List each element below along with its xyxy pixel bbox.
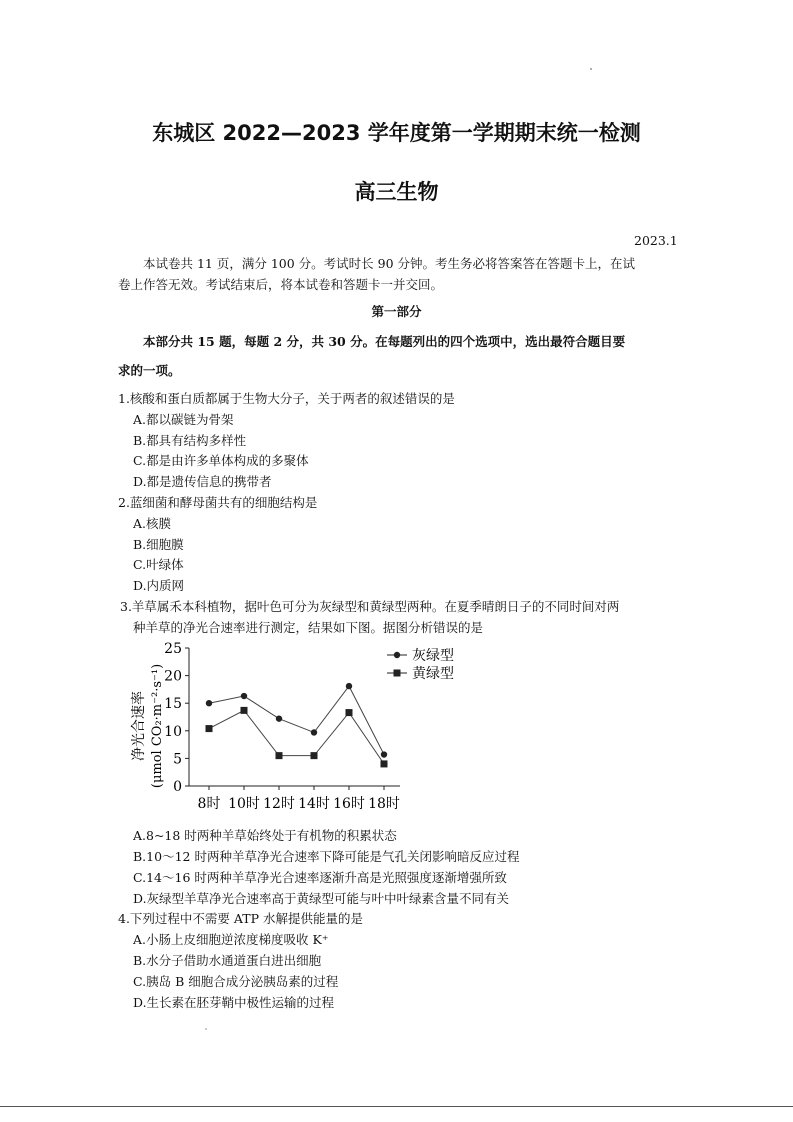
y-tick-label: 20 <box>164 668 182 685</box>
question-1-option-b: B.都具有结构多样性 <box>133 433 247 448</box>
data-point-square <box>346 709 353 716</box>
legend <box>387 647 454 682</box>
question-2-option-d: D.内质网 <box>133 578 185 593</box>
data-point-circle <box>381 751 387 757</box>
section-title: 第一部分 <box>371 304 422 319</box>
x-tick-label: 18时 <box>368 796 400 812</box>
question-2-stem: 2.蓝细菌和酵母菌共有的细胞结构是 <box>118 495 318 510</box>
series-line-1 <box>209 686 384 754</box>
legend-label-yellow-green: 黄绿型 <box>412 666 454 682</box>
question-3-option-a: A.8~18 时两种羊草始终处于有机物的积累状态 <box>133 828 397 843</box>
series-line-2 <box>209 710 384 764</box>
question-1-option-a: A.都以碳链为骨架 <box>133 412 234 427</box>
question-3-option-d: D.灰绿型羊草净光合速率高于黄绿型可能与叶中叶绿素含量不同有关 <box>133 891 510 906</box>
section-instructions-2: 求的一项。 <box>118 363 181 378</box>
intro-line-1: 本试卷共 11 页，满分 100 分。考试时长 90 分钟。考生务必将答案答在答题卡上，在试 <box>143 256 636 271</box>
legend-item-yellow-green <box>387 665 454 682</box>
speck <box>590 68 592 70</box>
x-ticks <box>198 786 400 812</box>
legend-marker-square <box>394 670 401 677</box>
speck <box>205 1028 207 1030</box>
x-tick-label: 14时 <box>298 796 330 812</box>
exam-title: 东城区 2022—2023 学年度第一学期期末统一检测 <box>152 121 641 145</box>
question-4-option-c: C.胰岛 B 细胞合成分泌胰岛素的过程 <box>133 974 339 989</box>
axes <box>189 648 400 786</box>
legend-marker-circle <box>394 652 400 658</box>
data-point-circle <box>276 715 282 721</box>
question-2-option-b: B.细胞膜 <box>133 537 184 552</box>
y-axis-label-line-2: (μmol CO₂·m⁻²·s⁻¹) <box>150 663 165 789</box>
y-axis-label <box>130 664 165 788</box>
x-tick-label: 8时 <box>197 796 221 812</box>
data-point-circle <box>346 683 352 689</box>
question-1-stem: 1.核酸和蛋白质都属于生物大分子，关于两者的叙述错误的是 <box>118 391 455 406</box>
intro-line-2: 卷上作答无效。考试结束后，将本试卷和答题卡一并交回。 <box>118 277 444 292</box>
question-4-option-b: B.水分子借助水通道蛋白进出细胞 <box>133 953 322 968</box>
exam-date: 2023.1 <box>634 233 678 248</box>
series-lines <box>209 686 384 764</box>
subject-title: 高三生物 <box>354 180 439 204</box>
data-point-square <box>311 752 318 759</box>
question-2-option-c: C.叶绿体 <box>133 557 184 572</box>
x-tick-label: 16时 <box>333 796 365 812</box>
question-1-option-d: D.都是遗传信息的携带者 <box>133 474 272 489</box>
y-tick-label: 25 <box>164 641 182 657</box>
x-tick-label: 12时 <box>263 796 295 812</box>
data-point-square <box>241 707 248 714</box>
x-tick-label: 10时 <box>228 796 260 812</box>
data-point-circle <box>206 700 212 706</box>
question-3-option-b: B.10～12 时两种羊草净光合速率下降可能是气孔关闭影响暗反应过程 <box>133 849 520 864</box>
y-axis-label-line-1: 净光合速率 <box>131 691 147 761</box>
question-4-option-a: A.小肠上皮细胞逆浓度梯度吸收 K⁺ <box>133 932 329 947</box>
data-point-circle <box>241 693 247 699</box>
page-bottom-rule <box>0 1106 793 1107</box>
data-point-square <box>381 760 388 767</box>
question-3-stem-1: 3.羊草属禾本科植物，据叶色可分为灰绿型和黄绿型两种。在夏季晴朗日子的不同时间对两 <box>120 599 620 614</box>
photosynthesis-rate-chart <box>125 638 485 818</box>
y-ticks <box>164 641 189 795</box>
legend-label-gray-green: 灰绿型 <box>412 648 454 664</box>
y-tick-label: 5 <box>173 751 182 768</box>
y-tick-label: 10 <box>164 723 182 740</box>
question-4-option-d: D.生长素在胚芽鞘中极性运输的过程 <box>133 995 335 1010</box>
y-tick-label: 0 <box>173 779 182 795</box>
legend-item-gray-green <box>387 647 454 664</box>
data-point-square <box>276 752 283 759</box>
y-tick-label: 15 <box>164 696 182 713</box>
section-instructions-1: 本部分共 15 题，每题 2 分，共 30 分。在每题列出的四个选项中，选出最符合题目要 <box>143 334 626 349</box>
question-3-stem-2: 种羊草的净光合速率进行测定，结果如下图。据图分析错误的是 <box>133 620 484 635</box>
question-2-option-a: A.核膜 <box>133 516 172 531</box>
question-1-option-c: C.都是由许多单体构成的多聚体 <box>133 453 309 468</box>
question-3-option-c: C.14～16 时两种羊草净光合速率逐渐升高是光照强度逐渐增强所致 <box>133 870 507 885</box>
question-4-stem: 4.下列过程中不需要 ATP 水解提供能量的是 <box>118 911 363 926</box>
data-point-square <box>206 725 213 732</box>
data-point-circle <box>311 729 317 735</box>
